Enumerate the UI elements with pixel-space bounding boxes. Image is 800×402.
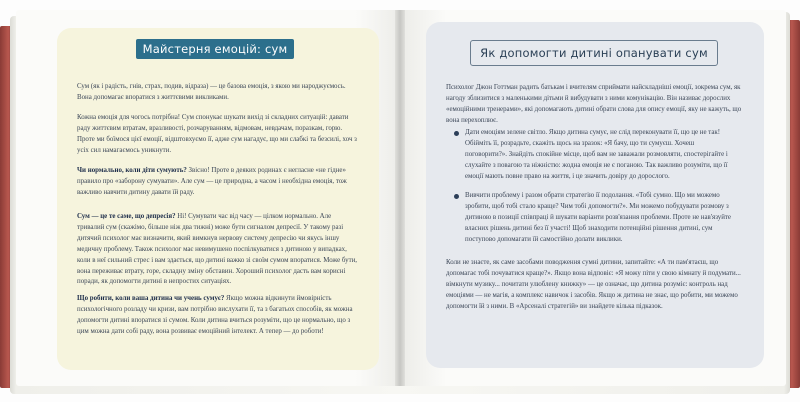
right-bullet-1-text: Дати емоціям зелене світло. Якщо дитина сумує, не слід переконувати її, що це не так! Обійміть її, розрадьте, скажіть щось на зразок: «Я бачу, що ти сумуєш. Хочеш поговорити?». Знайдіть спокійне місце, щоб вам не заважали розмовляти, спостерігайте і слухайте з повагою та ніжністю: жодна емоція не є поганою. Так важливо розуміти, що її емоції мають повне право на життя, і це значить довіру до дорослого. bbox=[465, 129, 728, 180]
left-paragraph-2: Кожна емоція для чогось потрібна! Сум спонукає шукати вихід зі складних ситуацій: давати раду життєвим втратам, вразливості, розчаруванням, відмовам, невдачам, поразкам, горю. Проте ми боїмося цієї емоції, відштовхуємо її, адже сум нагадує, що ми слабкі та безсилі, хоч з усіх сил намагаємось уникнути. bbox=[77, 114, 357, 154]
left-paragraph-4 bbox=[77, 212, 359, 288]
left-paragraph-3-lead: Чи нормально, коли діти сумують? bbox=[77, 167, 187, 174]
left-paragraph-4-lead: Сум — це те саме, що депресія? bbox=[77, 213, 176, 220]
bullet-dot-icon bbox=[454, 131, 459, 136]
right-paragraph-1: Психолог Джон Готтман радить батькам і вчителям сприймати найскладніші емоції, зокрема сум, як нагоду зблизитися з маленькими дітьми й вибудувати з ними комунікацію. Він називає дорослих «емоційними тренерами», які допомагають дитині обрати слова для опису емоції, яку не кажуть, що вона перехоплює. bbox=[446, 84, 742, 124]
left-paragraph-3 bbox=[77, 166, 359, 199]
bullet-dot-icon bbox=[454, 194, 459, 199]
left-paragraph-1: Сум (як і радість, гнів, страх, подив, відраза) — це базова емоція, з якою ми народжуємось. Вона допомагає впоратися з життєвими викликами. bbox=[77, 83, 346, 101]
left-page-title: Майстерня емоцій: сум bbox=[136, 39, 294, 59]
right-page-title: Як допомогти дитині опанувати сум bbox=[470, 40, 718, 66]
right-bullet-2 bbox=[454, 191, 734, 246]
left-paragraph-3-body: Звісно! Проте в деяких родинах є негласне «не гідне» правило про «заборону сумувати». Але сум — це природна, а часом і необхідна емоція, тож важливо навчити дитину давати їй раду. bbox=[77, 167, 347, 196]
right-bullet-1 bbox=[454, 128, 734, 183]
book-spine bbox=[395, 10, 405, 386]
left-paragraph-5-body: Якщо можна відкинути ймовірність психологічного розладу чи кризи, вам потрібно вислухати її, та з багатьох способів, як можна допомогти дитині впоратися зі сумом. Коли дитина вчиться розуміти, що це нормально, що з цим можна дати собі раду, вона розвиває емоційний інтелект. А тепер — до роботи! bbox=[77, 295, 353, 335]
right-bullet-2-text: Вивчити проблему і разом обрати стратегію її подолання. «Тобі сумно. Що ми можемо зробити, щоб тобі стало краще? Чим тобі допомогти?». Ми можемо побудувати розмову з дитиною в позиції співпраці й шукати варіанти розв'язання проблеми. Проте не нав'язуйте власних рішень дитині без її участі! Щоб знаходити потенційні рішення дитині, сум поступово допомагати їй самостійно долати виклики. bbox=[465, 192, 731, 243]
left-paragraph-5 bbox=[77, 294, 359, 338]
left-paragraph-5-lead: Що робити, коли ваша дитина чи учень сумує? bbox=[77, 295, 225, 302]
right-paragraph-2: Коли не знаєте, як саме засобами поводження сумні дитини, запитайте: «А ти пам'ятаєш, що допомагає тобі почуватися краще?». Якщо вона відповіє: «Я можу піти у свою кімнату й подумати... вімкнути музику... почитати улюблену книжку» — це означає, що дитина розуміє: контроль над емоціями — не магія, а комплекс навичок і засобів. Якщо ж дитина не знає, що робити, ми можемо допомогти їй з ними. В «Арсеналі стратегій» ви знайдете кілька підказок. bbox=[446, 259, 741, 310]
left-paragraph-4-body: Ні! Сумувати час від часу — цілком нормально. Але тривалий сум (скажімо, більше ніж два тижні) може бути сигналом депресії. У такому разі дитячий психолог має визначити, який вимкнув нервову систему депресію чи якусь іншу медичну проблему. Також психолог має невимушено поспілкуватися з дитиною у випадках, коли в неї сильний стрес і вам здається, що дитині важко зі своїм сумом впоратися. Може бути, вона переживає втрату, горе, складну зміну обставин. Хороший психолог дасть вам корисні поради, як допомогти дитині в непростих ситуаціях. bbox=[77, 213, 358, 286]
